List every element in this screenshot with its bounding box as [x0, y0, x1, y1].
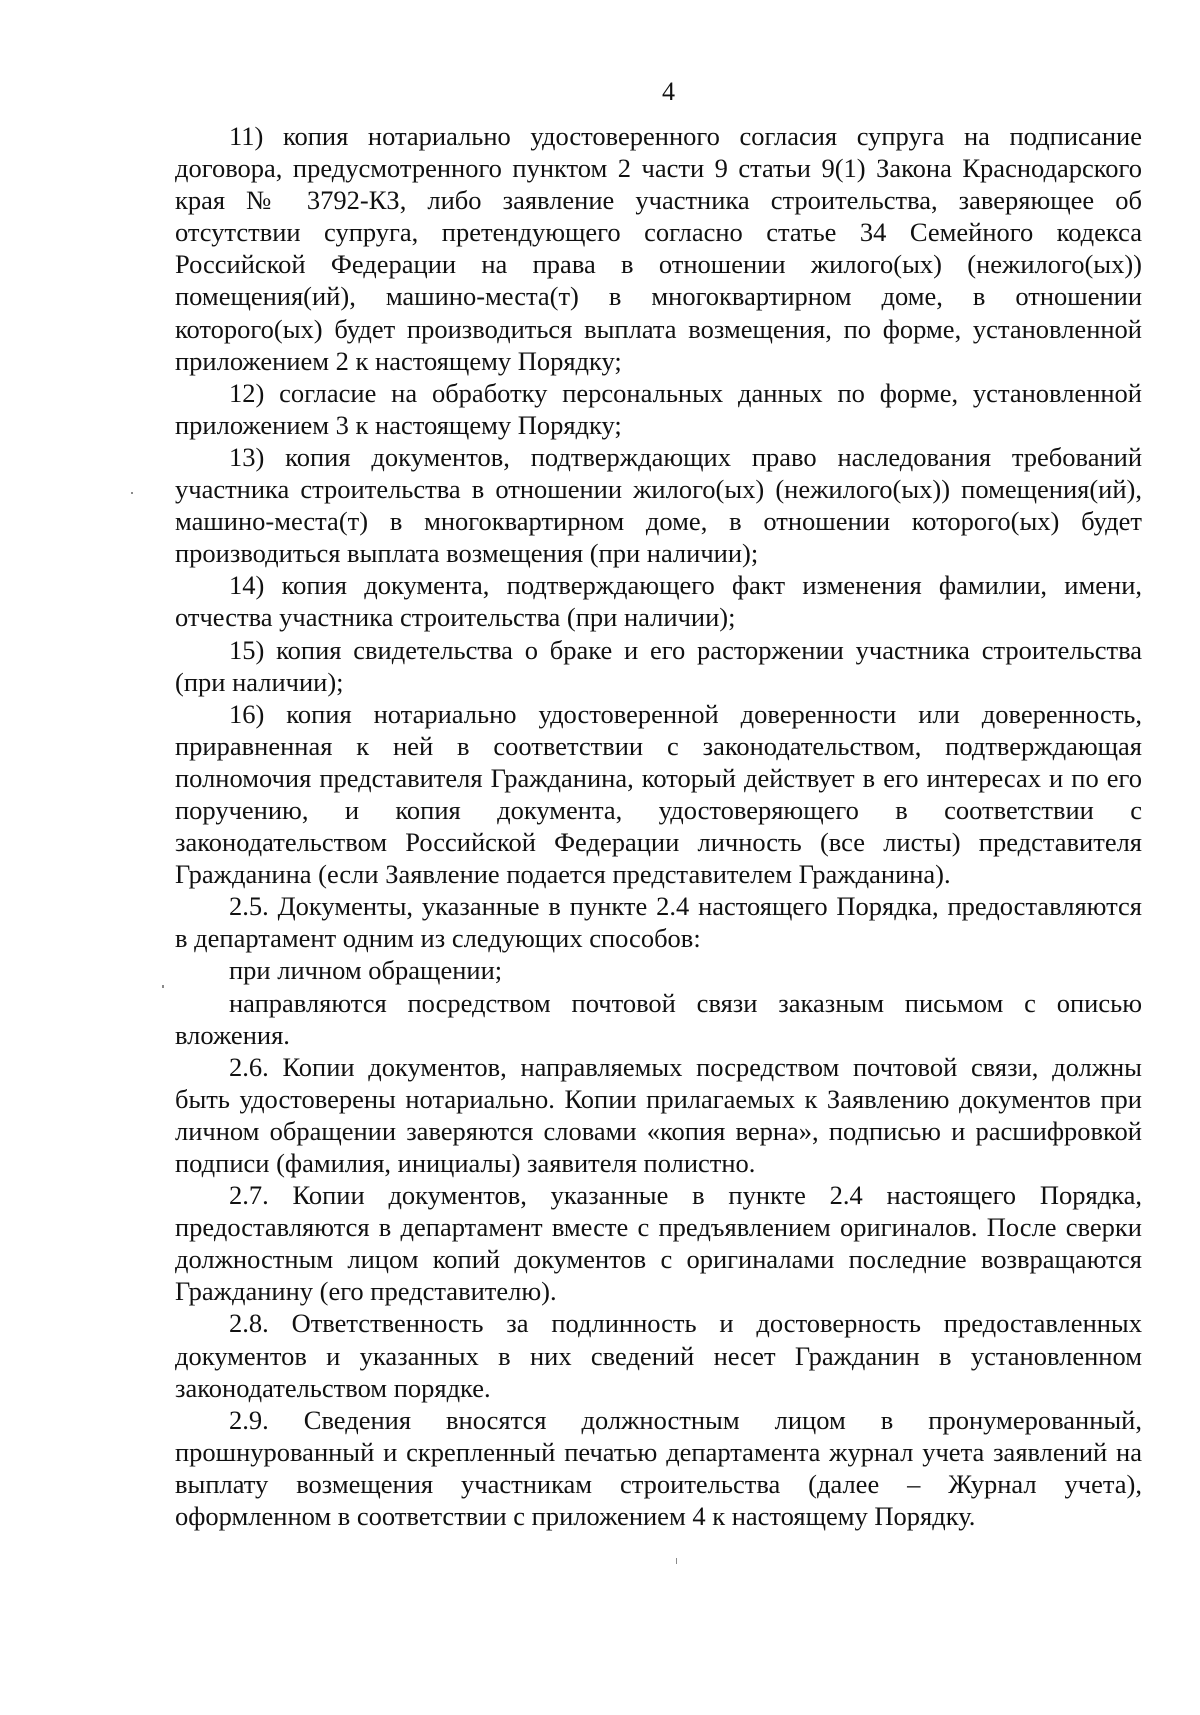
scan-speck-bottom: [676, 1558, 677, 1564]
scan-speck-left-2: [162, 985, 164, 988]
paragraph-item-11: 11) копия нотариально удостоверенного согласия супруга на подписание договора, предусмотренного пунктом 2 части 9 статьи 9(1) Закона Краснодарского края № 3792-КЗ, либо заявление участника строительства, заверяющее об отсутствии супруга, претендующего согласно статье 34 Семейного кодекса Российской Федерации на права в отношении жилого(ых) (нежилого(ых)) помещения(ий), машино-места(т) в многоквартирном доме, в отношении которого(ых) будет производиться выплата возмещения, по форме, установленной приложением 2 к настоящему Порядку;: [175, 121, 1142, 376]
paragraph-item-15: 15) копия свидетельства о браке и его расторжении участника строительства (при наличии);: [175, 634, 1142, 697]
scan-speck-left-1: [131, 492, 133, 494]
document-body: [175, 120, 1142, 1532]
paragraph-item-14: 14) копия документа, подтверждающего факт изменения фамилии, имени, отчества участника строительства (при наличии);: [175, 570, 1142, 633]
paragraph-method-in-person: при личном обращении;: [229, 955, 503, 986]
paragraph-clause-2-5: 2.5. Документы, указанные в пункте 2.4 настоящего Порядка, предоставляются в департамент одним из следующих способов:: [175, 891, 1142, 954]
paragraph-item-12: 12) согласие на обработку персональных данных по форме, установленной приложением 3 к настоящему Порядку;: [175, 377, 1142, 440]
paragraph-item-16: 16) копия нотариально удостоверенной доверенности или доверенность, приравненная к ней в соответствии с законодательством, подтверждающая полномочия представителя Гражданина, который действует в его интересах и по его поручению, и копия документа, удостоверяющего в соответствии с законодательством Российской Федерации личность (все листы) представителя Гражданина (если Заявление подается представителем Гражданина).: [175, 698, 1142, 890]
paragraph-method-by-mail: направляются посредством почтовой связи заказным письмом с описью вложения.: [175, 987, 1142, 1050]
page-number: 4: [662, 77, 675, 106]
paragraph-clause-2-7: 2.7. Копии документов, указанные в пункте 2.4 настоящего Порядка, предоставляются в департамент вместе с предъявлением оригиналов. После сверки должностным лицом копий документов с оригиналами последние возвращаются Гражданину (его представителю).: [175, 1180, 1142, 1307]
paragraph-item-13: 13) копия документов, подтверждающих право наследования требований участника строительства в отношении жилого(ых) (нежилого(ых)) помещения(ий), машино-места(т) в многоквартирном доме, в отношении которого(ых) будет производиться выплата возмещения (при наличии);: [175, 441, 1142, 569]
paragraph-clause-2-6: 2.6. Копии документов, направляемых посредством почтовой связи, должны быть удостоверены нотариально. Копии прилагаемых к Заявлению документов при личном обращении заверяются словами «копия верна», подписью и расшифровкой подписи (фамилия, инициалы) заявителя полистно.: [175, 1051, 1142, 1178]
paragraph-clause-2-8: 2.8. Ответственность за подлинность и достоверность предоставленных документов и указанных в них сведений несет Гражданин в установленном законодательством порядке.: [175, 1308, 1142, 1403]
paragraph-clause-2-9: 2.9. Сведения вносятся должностным лицом в пронумерованный, прошнурованный и скрепленный печатью департамента журнал учета заявлений на выплату возмещения участникам строительства (далее – Журнал учета), оформленном в соответствии с приложением 4 к настоящему Порядку.: [175, 1404, 1142, 1532]
